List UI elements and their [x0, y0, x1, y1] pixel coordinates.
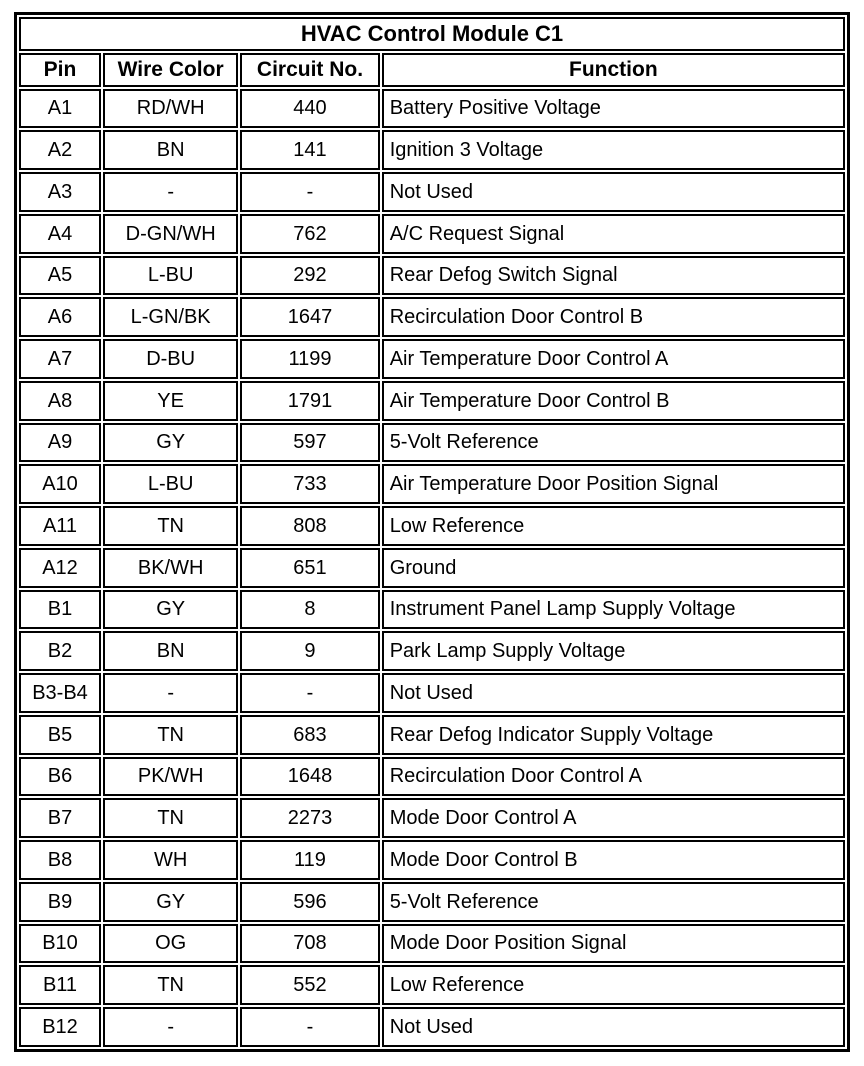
- function-cell: Air Temperature Door Position Signal: [382, 464, 845, 504]
- table-row: [19, 1007, 845, 1047]
- function-cell: Not Used: [382, 172, 845, 212]
- function-cell: 5-Volt Reference: [382, 423, 845, 463]
- table-row: [19, 757, 845, 797]
- circuit-cell: 1791: [240, 381, 379, 421]
- wire-color-cell: TN: [103, 715, 238, 755]
- table-row: [19, 506, 845, 546]
- wire-color-cell: GY: [103, 423, 238, 463]
- circuit-cell: 762: [240, 214, 379, 254]
- wire-color-cell: BK/WH: [103, 548, 238, 588]
- table-row: [19, 214, 845, 254]
- circuit-cell: 292: [240, 256, 379, 296]
- wire-color-cell: GY: [103, 590, 238, 630]
- circuit-cell: 596: [240, 882, 379, 922]
- wire-color-cell: TN: [103, 798, 238, 838]
- pin-cell: A6: [19, 297, 101, 337]
- table-row: [19, 798, 845, 838]
- function-cell: Ignition 3 Voltage: [382, 130, 845, 170]
- header-row: [19, 53, 845, 86]
- function-cell: Air Temperature Door Control A: [382, 339, 845, 379]
- table-row: [19, 464, 845, 504]
- wire-color-cell: TN: [103, 506, 238, 546]
- function-cell: Mode Door Position Signal: [382, 924, 845, 964]
- table-row: [19, 423, 845, 463]
- column-header-pin: Pin: [19, 53, 101, 86]
- wire-color-cell: BN: [103, 130, 238, 170]
- table-title: HVAC Control Module C1: [19, 17, 845, 51]
- circuit-cell: 683: [240, 715, 379, 755]
- circuit-cell: 733: [240, 464, 379, 504]
- pin-cell: A8: [19, 381, 101, 421]
- circuit-cell: 8: [240, 590, 379, 630]
- table-row: [19, 590, 845, 630]
- circuit-cell: 1647: [240, 297, 379, 337]
- function-cell: Low Reference: [382, 506, 845, 546]
- wire-color-cell: YE: [103, 381, 238, 421]
- pin-cell: B6: [19, 757, 101, 797]
- table-row: [19, 172, 845, 212]
- wire-color-cell: BN: [103, 631, 238, 671]
- column-header-circuit-no: Circuit No.: [240, 53, 379, 86]
- hvac-pinout-table: [14, 12, 850, 1052]
- circuit-cell: 440: [240, 89, 379, 129]
- function-cell: 5-Volt Reference: [382, 882, 845, 922]
- table-row: [19, 339, 845, 379]
- function-cell: Recirculation Door Control A: [382, 757, 845, 797]
- pin-cell: B12: [19, 1007, 101, 1047]
- column-header-wire-color: Wire Color: [103, 53, 238, 86]
- function-cell: Park Lamp Supply Voltage: [382, 631, 845, 671]
- circuit-cell: 141: [240, 130, 379, 170]
- function-cell: Mode Door Control A: [382, 798, 845, 838]
- table-row: [19, 924, 845, 964]
- column-header-function: Function: [382, 53, 845, 86]
- pin-cell: B8: [19, 840, 101, 880]
- pin-cell: B5: [19, 715, 101, 755]
- pin-cell: A10: [19, 464, 101, 504]
- circuit-cell: 651: [240, 548, 379, 588]
- function-cell: A/C Request Signal: [382, 214, 845, 254]
- table-body: [19, 89, 845, 1047]
- function-cell: Rear Defog Switch Signal: [382, 256, 845, 296]
- pin-cell: B9: [19, 882, 101, 922]
- pin-cell: A12: [19, 548, 101, 588]
- table-row: [19, 89, 845, 129]
- wire-color-cell: L-BU: [103, 256, 238, 296]
- circuit-cell: -: [240, 1007, 379, 1047]
- circuit-cell: 9: [240, 631, 379, 671]
- title-row: [19, 17, 845, 51]
- function-cell: Recirculation Door Control B: [382, 297, 845, 337]
- table-row: [19, 965, 845, 1005]
- table-row: [19, 631, 845, 671]
- table-row: [19, 715, 845, 755]
- wire-color-cell: L-BU: [103, 464, 238, 504]
- wire-color-cell: -: [103, 1007, 238, 1047]
- function-cell: Instrument Panel Lamp Supply Voltage: [382, 590, 845, 630]
- circuit-cell: 708: [240, 924, 379, 964]
- circuit-cell: 119: [240, 840, 379, 880]
- pin-cell: A9: [19, 423, 101, 463]
- function-cell: Mode Door Control B: [382, 840, 845, 880]
- pin-cell: A3: [19, 172, 101, 212]
- wire-color-cell: TN: [103, 965, 238, 1005]
- wire-color-cell: L-GN/BK: [103, 297, 238, 337]
- wire-color-cell: -: [103, 673, 238, 713]
- function-cell: Low Reference: [382, 965, 845, 1005]
- circuit-cell: -: [240, 172, 379, 212]
- function-cell: Air Temperature Door Control B: [382, 381, 845, 421]
- pin-cell: B7: [19, 798, 101, 838]
- pin-cell: A11: [19, 506, 101, 546]
- pin-cell: B2: [19, 631, 101, 671]
- function-cell: Ground: [382, 548, 845, 588]
- wire-color-cell: D-GN/WH: [103, 214, 238, 254]
- pin-cell: B11: [19, 965, 101, 1005]
- pin-cell: A7: [19, 339, 101, 379]
- pin-cell: B3-B4: [19, 673, 101, 713]
- table-row: [19, 673, 845, 713]
- wire-color-cell: -: [103, 172, 238, 212]
- table-row: [19, 297, 845, 337]
- table-row: [19, 840, 845, 880]
- circuit-cell: 552: [240, 965, 379, 1005]
- wire-color-cell: D-BU: [103, 339, 238, 379]
- wire-color-cell: RD/WH: [103, 89, 238, 129]
- wire-color-cell: OG: [103, 924, 238, 964]
- circuit-cell: 1199: [240, 339, 379, 379]
- pin-cell: B10: [19, 924, 101, 964]
- table-row: [19, 256, 845, 296]
- table-row: [19, 381, 845, 421]
- wire-color-cell: WH: [103, 840, 238, 880]
- wire-color-cell: PK/WH: [103, 757, 238, 797]
- table-row: [19, 548, 845, 588]
- circuit-cell: 2273: [240, 798, 379, 838]
- function-cell: Not Used: [382, 1007, 845, 1047]
- pin-cell: A2: [19, 130, 101, 170]
- table-row: [19, 130, 845, 170]
- pin-cell: A5: [19, 256, 101, 296]
- pin-cell: A4: [19, 214, 101, 254]
- table-row: [19, 882, 845, 922]
- pin-cell: A1: [19, 89, 101, 129]
- wire-color-cell: GY: [103, 882, 238, 922]
- circuit-cell: 1648: [240, 757, 379, 797]
- function-cell: Battery Positive Voltage: [382, 89, 845, 129]
- circuit-cell: 597: [240, 423, 379, 463]
- function-cell: Rear Defog Indicator Supply Voltage: [382, 715, 845, 755]
- circuit-cell: -: [240, 673, 379, 713]
- pin-cell: B1: [19, 590, 101, 630]
- function-cell: Not Used: [382, 673, 845, 713]
- circuit-cell: 808: [240, 506, 379, 546]
